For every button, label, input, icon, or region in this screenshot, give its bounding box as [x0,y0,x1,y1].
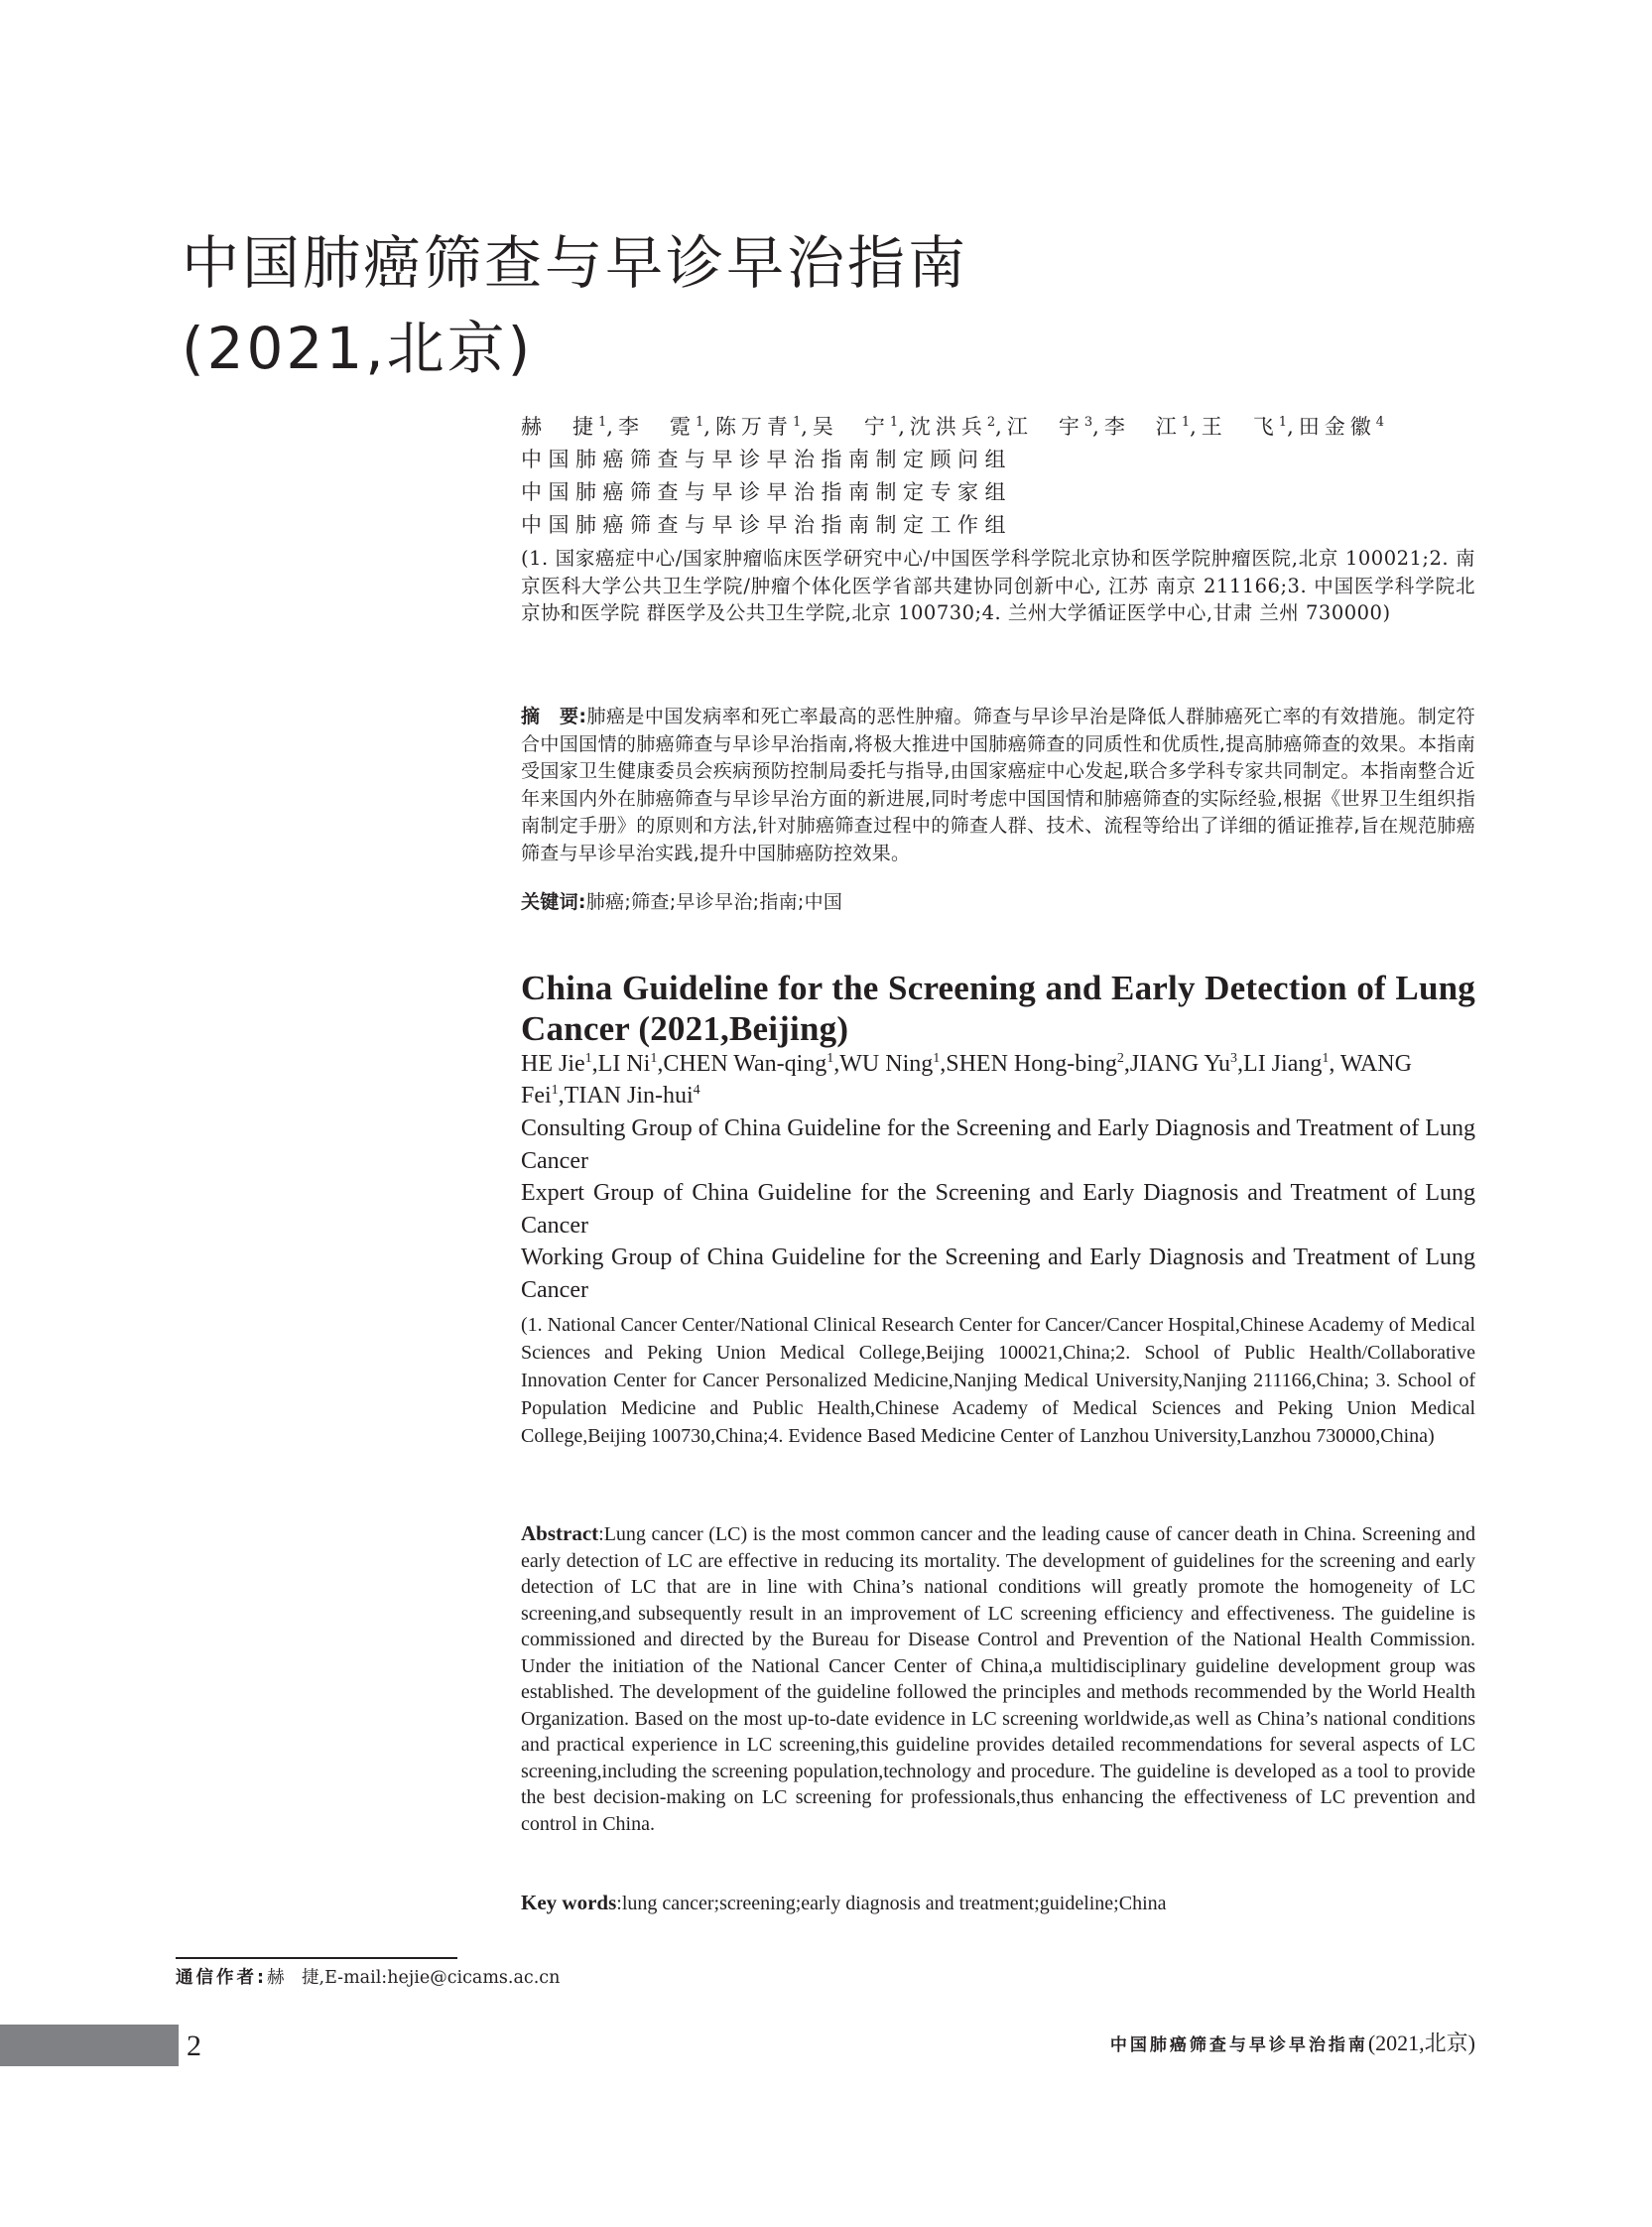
cn-keywords [521,889,1475,917]
en-keywords: Key words:lung cancer;screening;early diagnosis and treatment;guideline;China [521,1891,1167,1914]
en-group-list [521,1113,1475,1306]
corresponding-author-footnote [176,1966,560,1990]
cn-group-consulting: 中国肺癌筛查与早诊早治指南制定顾问组 [521,448,1012,471]
running-head [1077,2030,1475,2059]
cn-keywords-label: 关键词: [521,891,586,913]
en-abstract-label: Abstract [521,1521,599,1545]
author: 吴 宁$^1$, [812,415,910,439]
footnote-text: 赫 捷,E-mail:hejie@cicams.ac.cn [267,1968,561,1988]
en-group-working: Working Group of China Guideline for the Screening and Early Diagnosis and Treatment of Lung Cancer [521,1244,1475,1303]
cn-abstract [521,704,1475,867]
author: TIAN Jin-hui$^4$ [564,1083,700,1109]
en-group-expert: Expert Group of China Guideline for the Screening and Early Diagnosis and Treatment of Lung Cancer [521,1180,1475,1239]
author: WU Ning$^1$, [839,1051,947,1077]
author: 田金徽$^4$ [1298,415,1385,439]
en-keywords-text: lung cancer;screening;early diagnosis and treatment;guideline;China [621,1893,1167,1914]
author: SHEN Hong-bing$^2$, [946,1051,1130,1077]
author: 沈洪兵$^2$, [909,415,1007,439]
en-group-consulting: Consulting Group of China Guideline for the Screening and Early Diagnosis and Treatment of Lung Cancer [521,1115,1475,1174]
author: JIANG Yu$^3$, [1129,1051,1244,1077]
en-author-list [521,1048,1475,1112]
footnote-divider [176,1957,457,1959]
page-number: 2 [187,2030,201,2062]
author: LI Ni$^1$, [597,1051,664,1077]
en-abstract-text: Lung cancer (LC) is the most common cancer and the leading cause of cancer death in China. Screening and early detection of LC are effective in reducing its mortality. The development of guidelines for the screening and early detection of LC that are in line with China’s national conditions will greatly promote the homogeneity of LC screening,and subsequently result in an improvement of LC screening efficiency and effectiveness. The guideline is commissioned and directed by the Bureau for Disease Control and Prevention of the National Health Commission. Under the initiation of the National Cancer Center of China,a multidisciplinary guideline development group was established. The development of the guideline followed the principles and methods recommended by the World Health Organization. Based on the most up-to-date evidence in LC screening worldwide,as well as China’s national conditions and practical experience in LC screening,this guideline provides detailed recommendations for several aspects of LC screening,including the screening population,technology and procedure. The guideline is developed as a tool to provide the best decision-making on LC screening for professionals,thus enhancing the effectiveness of LC prevention and control in China. [521,1523,1475,1835]
author: LI Jiang$^1$, [1243,1051,1340,1077]
page-title-cn [182,220,968,391]
author: WANG Fei$^1$, [521,1051,1412,1109]
author: CHEN Wan-qing$^1$, [663,1051,840,1077]
en-abstract: Abstract:Lung cancer (LC) is the most common cancer and the leading cause of cancer death in China. Screening and early detection of LC are effective in reducing its mortality. The development of guidelines for the screening and early detection of LC that are in line with China’s national conditions will greatly promote the homogeneity of LC screening,and subsequently result in an improvement of LC screening efficiency and effectiveness. The guideline is commissioned and directed by the Bureau for Disease Control and Prevention of the National Health Commission. Under the initiation of the National Cancer Center of China,a multidisciplinary guideline development group was established. The development of the guideline followed the principles and methods recommended by the World Health Organization. Based on the most up-to-date evidence in LC screening worldwide,as well as China’s national conditions and practical experience in LC screening,this guideline provides detailed recommendations for several aspects of LC screening,including the screening population,technology and procedure. The guideline is developed as a tool to provide the best decision-making on LC screening for professionals,thus enhancing the effectiveness of LC prevention and control in China. [521,1521,1475,1835]
author: 江 宇$^3$, [1006,415,1104,439]
cn-group-working: 中国肺癌筛查与早诊早治指南制定工作组 [521,513,1012,537]
author: 陈万青$^1$, [714,415,813,439]
en-affiliations: (1. National Cancer Center/National Clinical Research Center for Cancer/Cancer Hospital,Chinese Academy of Medical Sciences and Peking Union Medical College,Beijing 100021,China;2. School of Public Health/Collaborative Innovation Center for Cancer Personalized Medicine,Nanjing Medical University,Nanjing 211166,China; 3. School of Population Medicine and Public Health,Chinese Academy of Medical Sciences and Peking Union Medical College,Beijing 100730,China;4. Evidence Based Medicine Center of Lanzhou University,Lanzhou 730000,China) [521,1314,1475,1447]
title-line-2: (2021,北京) [182,315,534,382]
author: HE Jie$^1$, [521,1051,598,1077]
cn-abstract-text: 肺癌是中国发病率和死亡率最高的恶性肿瘤。筛查与早诊早治是降低人群肺癌死亡率的有效措施。制定符合中国国情的肺癌筛查与早诊早治指南,将极大推进中国肺癌筛查的同质性和优质性,提高肺癌筛查的效果。本指南受国家卫生健康委员会疾病预防控制局委托与指导,由国家癌症中心发起,联合多学科专家共同制定。本指南整合近年来国内外在肺癌筛查与早诊早治方面的新进展,同时考虑中国国情和肺癌筛查的实际经验,根据《世界卫生组织指南制定手册》的原则和方法,针对肺癌筛查过程中的筛查人群、技术、流程等给出了详细的循证推荐,旨在规范肺癌筛查与早诊早治实践,提升中国肺癌防控效果。 [521,706,1475,864]
author: 王 飞$^1$, [1201,415,1299,439]
cn-author-list [521,411,1475,443]
title-line-1: 中国肺癌筛查与早诊早治指南 [182,229,969,297]
author: 赫 捷$^1$, [521,415,618,439]
footnote-label: 通信作者: [176,1968,267,1988]
cn-group-expert: 中国肺癌筛查与早诊早治指南制定专家组 [521,480,1012,504]
author: 李 江$^1$, [1103,415,1202,439]
author: 李 霓$^1$, [617,415,715,439]
page-title-en: China Guideline for the Screening and Early Detection of Lung Cancer (2021,Beijing) [521,969,1475,1048]
cn-abstract-label: 摘 要: [521,706,587,727]
running-head-year: (2021,北京) [1367,2030,1475,2055]
running-head-title: 中国肺癌筛查与早诊早治指南 [1109,2035,1368,2055]
cn-keywords-text: 肺癌;筛查;早诊早治;指南;中国 [585,891,843,913]
page-number-bar [0,2025,179,2066]
cn-group-list [521,444,1475,542]
en-keywords-label: Key words [521,1891,617,1914]
cn-affiliations: (1. 国家癌症中心/国家肿瘤临床医学研究中心/中国医学科学院北京协和医学院肿瘤医院,北京 100021;2. 南京医科大学公共卫生学院/肿瘤个体化医学省部共建协同创新中心, 江苏 南京 211166;3. 中国医学科学院北京协和医学院 群医学及公共卫生学院,北京 100730;4. 兰州大学循证医学中心,甘肃 兰州 730000) [521,547,1475,624]
